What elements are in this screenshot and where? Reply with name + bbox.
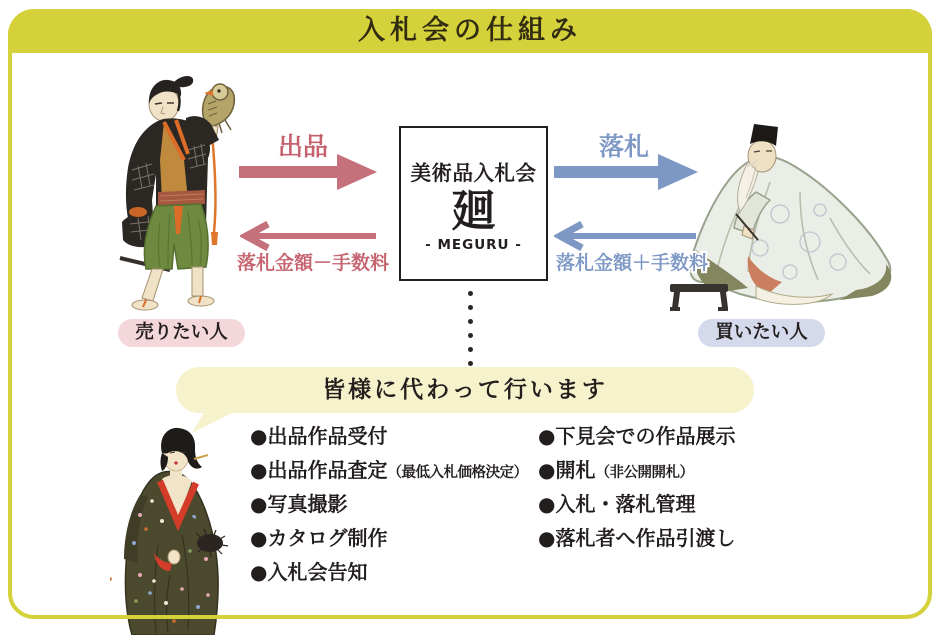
auction-house-romaji: - MEGURU - xyxy=(425,237,522,254)
service-item xyxy=(250,562,527,583)
award-label: 落札 xyxy=(598,132,650,161)
agent-illustration xyxy=(110,425,245,635)
writing-table xyxy=(670,284,728,311)
consign-label: 出品 xyxy=(277,132,329,161)
auction-house-box xyxy=(399,126,548,281)
service-main: ●出品作品受付 xyxy=(250,424,388,448)
green-hakama xyxy=(144,204,208,269)
service-item xyxy=(250,426,527,447)
legs-and-sandals xyxy=(132,267,214,310)
service-item xyxy=(538,426,735,447)
buyer-settlement-arrow-left-icon xyxy=(554,221,698,251)
service-main: ●開札 xyxy=(538,458,596,482)
buyer-tag: 買いたい人 xyxy=(698,319,825,347)
seller-tag: 売りたい人 xyxy=(118,319,245,347)
service-main: ●入札・落札管理 xyxy=(538,492,696,516)
service-item xyxy=(538,460,735,481)
service-main: ●出品作品査定 xyxy=(250,458,388,482)
dotted-connector xyxy=(468,291,473,366)
noble-robe xyxy=(690,157,891,305)
service-note: （非公開開札） xyxy=(595,465,694,481)
service-main: ●落札者へ作品引渡し xyxy=(538,526,736,550)
falcon-leash xyxy=(211,134,218,245)
auction-house-name: 美術品入札会 xyxy=(410,161,537,185)
header-band xyxy=(8,9,932,53)
auction-house-brand: 廻 xyxy=(450,184,496,237)
services-list-left xyxy=(250,426,527,596)
service-item xyxy=(250,460,527,481)
service-main: ●カタログ制作 xyxy=(250,526,388,550)
seller-settlement-arrow-left-icon xyxy=(240,221,378,251)
service-note: （最低入札価格決定） xyxy=(387,465,528,481)
buyer-settlement-label: 落札金額＋手数料 xyxy=(555,252,709,274)
service-item xyxy=(250,528,527,549)
services-list-right xyxy=(538,426,735,562)
seller-illustration xyxy=(108,62,248,314)
service-item xyxy=(538,494,735,515)
seller-head xyxy=(149,76,193,121)
page-title: 入札会の仕組み xyxy=(358,15,582,46)
service-main: ●入札会告知 xyxy=(250,560,368,584)
service-main: ●写真撮影 xyxy=(250,492,348,516)
service-item xyxy=(250,494,527,515)
service-main: ●下見会での作品展示 xyxy=(538,424,736,448)
seller-settlement-label: 落札金額－手数料 xyxy=(236,252,390,274)
agent-speech-bubble: 皆様に代わって行います xyxy=(176,367,754,413)
service-item xyxy=(538,528,735,549)
